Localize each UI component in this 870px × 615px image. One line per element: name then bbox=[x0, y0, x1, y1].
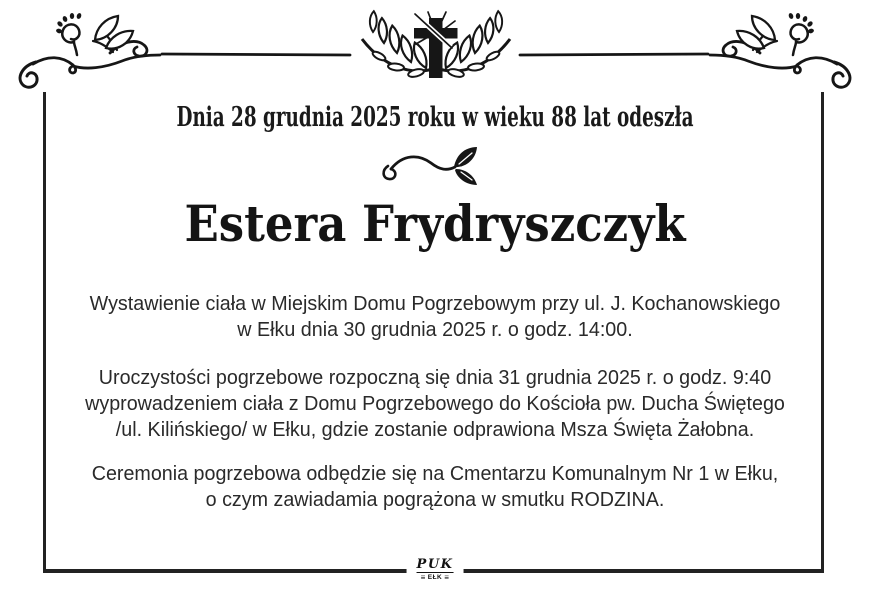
deceased-name: Estera Frydryszczyk bbox=[184, 194, 686, 253]
paragraph-line: Ceremonia pogrzebowa odbędzie się na Cmentarzu Komunalnym Nr 1 w Ełku, bbox=[91, 463, 779, 485]
paragraph-uroczystosci bbox=[7, 365, 864, 443]
paragraph-line: /ul. Kilińskiego/ w Ełku, gdzie zostanie odprawiona Msza Święta Żałobna. bbox=[115, 419, 755, 441]
logo-bars-left-icon: ≡ bbox=[420, 573, 426, 582]
cross-laurel-ornament bbox=[362, 11, 510, 78]
paragraph-line: o czym zawiadamia pogrążona w smutku RODZINA. bbox=[205, 489, 665, 511]
corner-flourish-right-icon bbox=[710, 12, 850, 87]
cross-icon bbox=[414, 12, 458, 78]
logo-main-text: PUK bbox=[416, 557, 454, 572]
puk-elk-logo bbox=[407, 558, 464, 582]
paragraph-line: wyprowadzeniem ciała z Domu Pogrzebowego do Kościoła pw. Ducha Świętego bbox=[85, 393, 785, 415]
logo-bars-right-icon: ≡ bbox=[444, 573, 450, 582]
paragraph-line: Uroczystości pogrzebowe rozpoczną się dnia 31 grudnia 2025 r. o godz. 9:40 bbox=[98, 367, 772, 389]
leaf-divider-icon bbox=[379, 146, 491, 186]
logo-sub-text: EŁK bbox=[427, 574, 443, 581]
header-ornament bbox=[0, 0, 870, 100]
paragraph-ceremonia bbox=[7, 461, 864, 513]
intro-date-line: Dnia 28 grudnia 2025 roku w wieku 88 lat odeszła bbox=[176, 102, 694, 133]
paragraph-line: w Ełku dnia 30 grudnia 2025 r. o godz. 14:00. bbox=[237, 319, 633, 341]
paragraph-line: Wystawienie ciała w Miejskim Domu Pogrzebowym przy ul. J. Kochanowskiego bbox=[89, 293, 781, 315]
corner-flourish-left-icon bbox=[20, 12, 160, 87]
logo-sub-row bbox=[417, 573, 454, 582]
paragraph-wystawienie bbox=[7, 291, 864, 343]
